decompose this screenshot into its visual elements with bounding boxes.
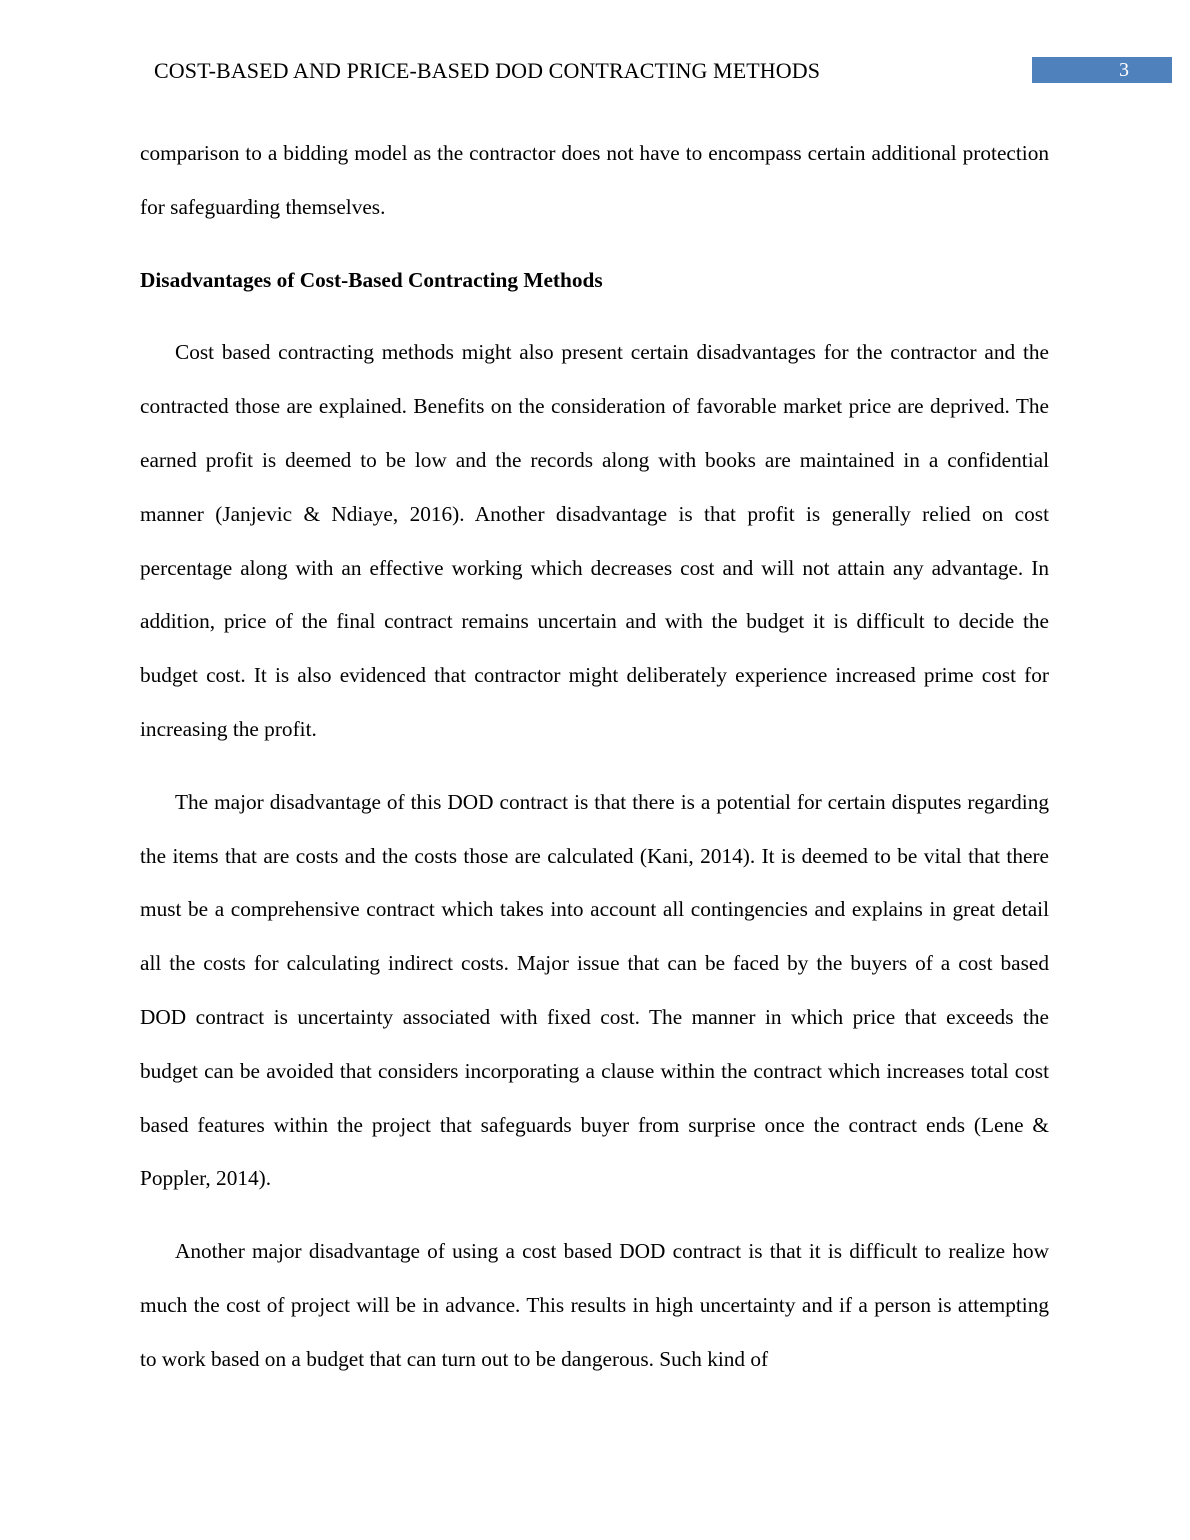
section-heading: Disadvantages of Cost-Based Contracting Methods — [140, 267, 603, 292]
body-paragraph-2: The major disadvantage of this DOD contract is that there is a potential for certain disputes regarding the items that are costs and the costs those are calculated (Kani, 2014). It is deemed to be vital that there must be a comprehensive contract which takes into account all contingencies and explains in great detail all the costs for calculating indirect costs. Major issue that can be faced by the buyers of a cost based DOD contract is uncertainty associated with fixed cost. The manner in which price that exceeds the budget can be avoided that considers incorporating a clause within the contract which increases total cost based features within the project that safeguards buyer from surprise once the contract ends (Lene & Poppler, 2014). — [140, 789, 1049, 1191]
running-header-title: COST-BASED AND PRICE-BASED DOD CONTRACTING METHODS — [154, 58, 821, 83]
continuation-paragraph: comparison to a bidding model as the contractor does not have to encompass certain additional protection for safeguarding themselves. — [140, 141, 1049, 219]
document-body — [140, 127, 1049, 1387]
page-number: 3 — [1032, 57, 1172, 83]
body-paragraph-3: Another major disadvantage of using a cost based DOD contract is that it is difficult to realize how much the cost of project will be in advance. This results in high uncertainty and if a person is attempting to work based on a budget that can turn out to be dangerous. Such kind of — [140, 1239, 1049, 1371]
body-paragraph-1: Cost based contracting methods might also present certain disadvantages for the contractor and the contracted those are explained. Benefits on the consideration of favorable market price are deprived. The earned profit is deemed to be low and the records along with books are maintained in a confidential manner (Janjevic & Ndiaye, 2016). Another disadvantage is that profit is generally relied on cost percentage along with an effective working which decreases cost and will not attain any advantage. In addition, price of the final contract remains uncertain and with the budget it is difficult to decide the budget cost. It is also evidenced that contractor might deliberately experience increased prime cost for increasing the profit. — [140, 340, 1049, 741]
